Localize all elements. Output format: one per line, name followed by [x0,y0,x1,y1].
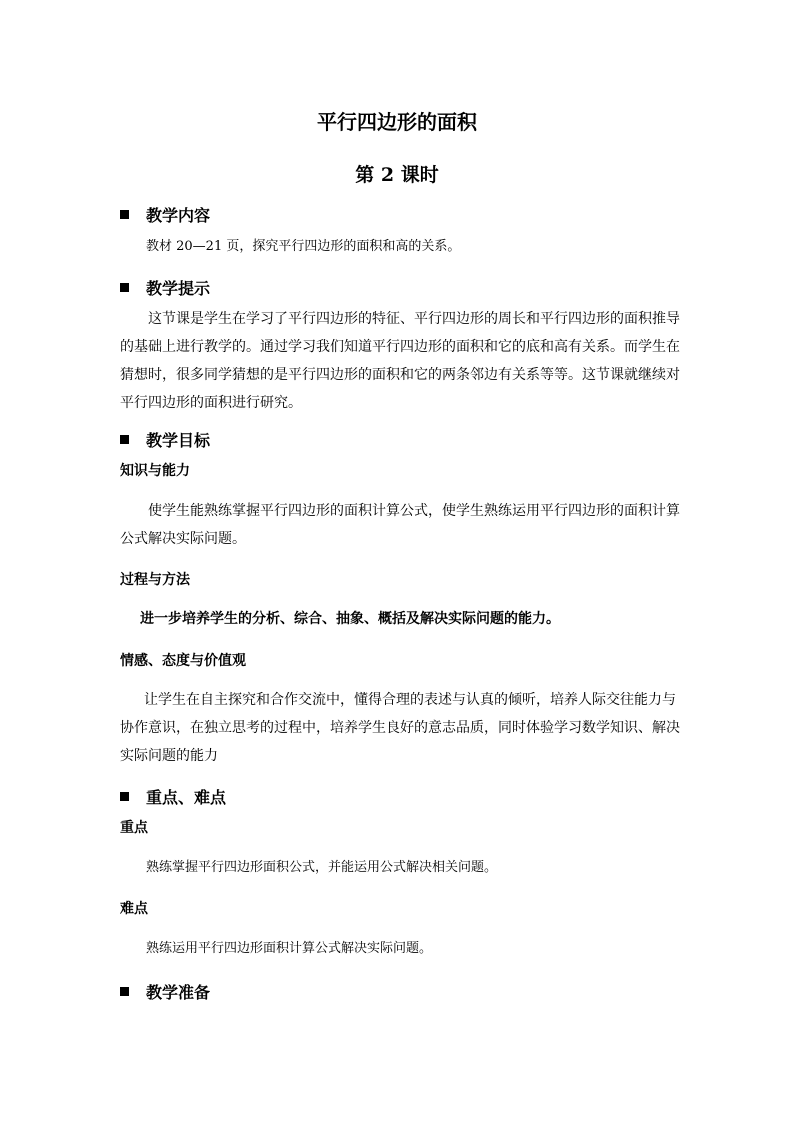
knowledge-line: 公式解决实际问题。 [120,531,246,547]
section-heading-goals: 教学目标 [120,430,210,452]
hint-line: 猜想时，很多同学猜想的是平行四边形的面积和它的两条邻边有关系等等。这节课就继续对 [120,367,680,383]
knowledge-paragraph [120,497,680,553]
process-text: 进一步培养学生的分析、综合、抽象、概括及解决实际问题的能力。 [140,611,560,627]
square-bullet-icon [120,792,129,801]
hint-line: 的基础上进行教学的。通过学习我们知道平行四边形的面积和它的底和高有关系。而学生在 [120,339,680,355]
hint-line: 这节课是学生在学习了平行四边形的特征、平行四边形的周长和平行四边形的面积推导 [148,311,680,327]
hint-paragraph [120,305,680,417]
process-label: 过程与方法 [120,572,190,588]
key-label: 重点 [120,820,148,836]
content-text: 教材 20—21 页，探究平行四边形的面积和高的关系。 [146,239,461,254]
knowledge-label: 知识与能力 [120,463,190,479]
attitude-line: 实际问题的能力 [120,748,218,764]
attitude-line: 协作意识，在独立思考的过程中，培养学生良好的意志品质，同时体验学习数学知识、解决 [120,720,680,736]
square-bullet-icon [120,210,129,219]
difficult-label: 难点 [120,901,148,917]
section-heading-keypoints: 重点、难点 [120,787,226,809]
difficult-text: 熟练运用平行四边形面积计算公式解决实际问题。 [146,941,433,956]
knowledge-line: 使学生能熟练掌握平行四边形的面积计算公式，使学生熟练运用平行四边形的面积计算 [148,503,680,519]
section-heading-prep: 教学准备 [120,982,210,1004]
hint-line: 平行四边形的面积进行研究。 [120,395,302,411]
attitude-paragraph [120,686,680,770]
document-title: 平行四边形的面积 [317,110,477,134]
section-heading-content: 教学内容 [120,205,210,227]
attitude-label: 情感、态度与价值观 [120,653,246,669]
attitude-line: 让学生在自主探究和合作交流中，懂得合理的表述与认真的倾听，培养人际交往能力与 [144,692,676,708]
square-bullet-icon [120,435,129,444]
section-heading-hint: 教学提示 [120,278,210,300]
square-bullet-icon [120,987,129,996]
square-bullet-icon [120,283,129,292]
key-text: 熟练掌握平行四边形面积公式，并能运用公式解决相关问题。 [146,860,498,875]
lesson-number: 第 2 课时 [355,164,439,186]
